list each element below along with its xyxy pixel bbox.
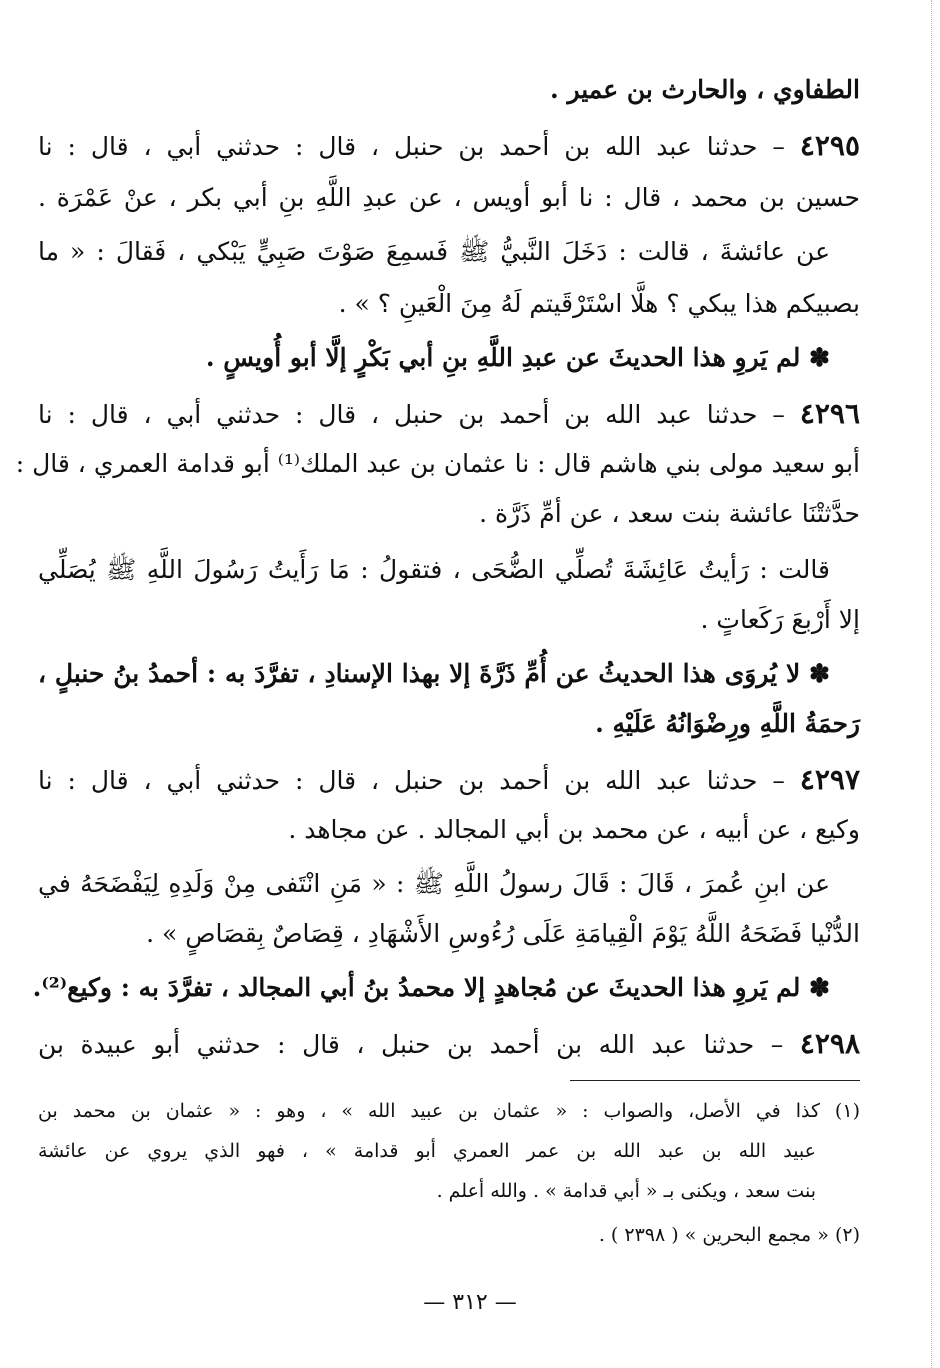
footnote-line: (٢) « مجمع البحرين » ( ٢٣٩٨ ) . <box>598 1224 860 1246</box>
text-line: حسين بن محمد ، قال : نا أبو أويس ، عن عبدِ اللَّهِ بنِ أبي بكر ، عنْ عَمْرَة . <box>38 183 860 212</box>
text-line: عن عائشةَ ، قالت : دَخَلَ النَّبيُّ ﷺ فَسمِعَ صَوْتَ صَبِيٍّ يَبْكي ، فَقالَ : « ما <box>38 237 830 266</box>
text-line: الطفاوي ، والحارث بن عمير . <box>550 75 860 104</box>
text-line: عن ابنِ عُمرَ ، قَالَ : قَالَ رسولُ اللَّهِ ﷺ : « مَنِ انْتَفى مِنْ وَلَدِهِ لِيَفْضَحَهُ في <box>38 869 830 898</box>
footnote-line: عبيد الله بن عبد الله بن عمر العمري أبو قدامة » ، فهو الذي يروي عن عائشة <box>38 1140 816 1162</box>
hadith-heading: ٤٢٩٨ – حدثنا عبد الله بن أحمد بن حنبل ، قال : حدثني أبو عبيدة بن <box>38 1027 860 1060</box>
footnote-separator <box>570 1080 860 1081</box>
hadith-number: ٤٢٩٦ <box>799 397 860 430</box>
page-number: — ٣١٢ — <box>423 1290 517 1315</box>
hadith-number: ٤٢٩٨ <box>799 1027 860 1060</box>
text-line: إلا أَرْبعَ رَكَعاتٍ . <box>700 605 860 634</box>
hadith-heading: ٤٢٩٧ – حدثنا عبد الله بن أحمد بن حنبل ، قال : حدثني أبي ، قال : نا <box>38 763 860 796</box>
footnote-line: بنت سعد ، ويكنى بـ « أبي قدامة » . والله أعلم . <box>436 1180 816 1202</box>
page-edge-dots <box>931 0 932 1368</box>
commentary-line: ✽ لم يَروِ هذا الحديثَ عن عبدِ اللَّهِ بنِ أبي بَكْرٍ إلَّا أبو أُويسٍ . <box>205 343 830 372</box>
hadith-number: ٤٢٩٧ <box>799 763 860 796</box>
text-line: بصبيكم هذا يبكي ؟ هلَّا اسْتَرْقَيتم لَهُ مِنَ الْعَينِ ؟ » . <box>338 289 860 318</box>
text-line: حدَّثتْنَا عائشة بنت سعد ، عن أمِّ ذَرَّة . <box>479 499 860 528</box>
hadith-heading: ٤٢٩٥ – حدثنا عبد الله بن أحمد بن حنبل ، قال : حدثني أبي ، قال : نا <box>38 129 860 162</box>
text-line: أبو سعيد مولى بني هاشم قال : نا عثمان بن عبد الملك⁽¹⁾ أبو قدامة العمري ، قال : <box>15 449 860 478</box>
text-line: الدُّنْيا فَضَحَهُ اللَّهُ يَوْمَ الْقِيامَةِ عَلَى رُءُوسِ الأَشْهَادِ ، قِصَاصٌ بِقصَاصٍ » . <box>146 919 860 948</box>
text-line: قالت : رَأيتُ عَائِشَةَ تُصلِّي الضُّحَى ، فتقولُ : مَا رَأَيتُ رَسُولَ اللَّهِ ﷺ يُصَلِّي <box>38 555 830 584</box>
footnote-line: (١) كذا في الأصل، والصواب : « عثمان بن عبيد الله » ، وهو : « عثمان بن محمد بن <box>38 1100 860 1122</box>
commentary-line: ✽ لم يَروِ هذا الحديثَ عن مُجاهدٍ إلا محمدُ بنُ أبي المجالد ، تفرَّدَ به : وكيع⁽²⁾. <box>32 973 830 1002</box>
hadith-number: ٤٢٩٥ <box>799 129 860 162</box>
hadith-heading: ٤٢٩٦ – حدثنا عبد الله بن أحمد بن حنبل ، قال : حدثني أبي ، قال : نا <box>38 397 860 430</box>
commentary-line: رَحمَةُ اللَّهِ ورِضْوَانُهُ عَلَيْهِ . <box>595 709 860 738</box>
commentary-line: ✽ لا يُروَى هذا الحديثُ عن أُمِّ ذَرَّةَ إلا بهذا الإسنادِ ، تفرَّدَ به : أحمدُ بنُ حنبلٍ ، <box>38 659 830 688</box>
text-line: وكيع ، عن أبيه ، عن محمد بن أبي المجالد . عن مجاهد . <box>288 815 860 844</box>
